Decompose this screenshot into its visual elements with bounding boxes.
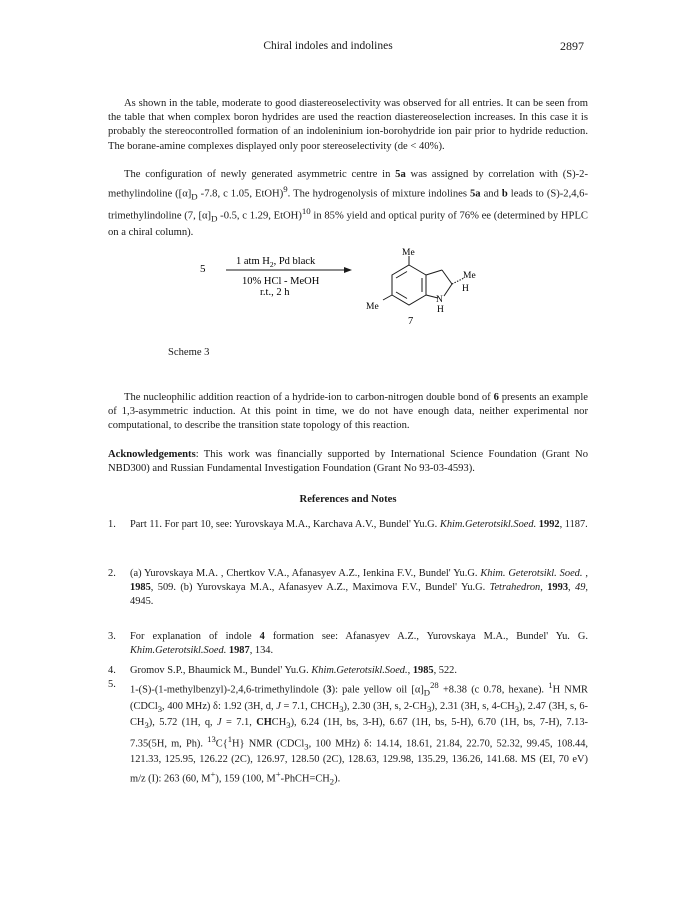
page-number: 2897	[560, 39, 584, 53]
scheme-caption: Scheme 3	[168, 347, 210, 358]
paragraph-configuration: The configuration of newly generated asymmetric centre in 5a was assigned by correlation with (S)-2-methylindoline ($[\alpha]_D$ -7.8, c 1.05, EtOH)$^9$. The hydrogenolysis of mixture indolines 5a and b leads to (S)-2,4,6-trimethylindoline (7, $[\alpha]_D$ -0.5, c 1.29, EtOH)$^{10}$ in 85% yield and optical purity of 76% ee (determined by HPLC on a chiral column).	[108, 169, 589, 238]
reference-item: 3. For explanation of indole 4 formation see: Afanasyev A.Z., Yurovskaya M.A., Bundel' Yu. G. Khim.Geterotsikl.Soed. 1987, 134.	[108, 631, 588, 656]
n-label: N	[436, 295, 443, 305]
reaction-arrow-head	[344, 267, 352, 273]
reagent-hcl-meoh: 10% HCl - MeOH	[242, 276, 320, 287]
paragraph-asymmetric-induction: The nucleophilic addition reaction of a hydride-ion to carbon-nitrogen double bond of 6 presents an example of 1,3-asymmetric induction. At this point in time, we do not have enough data, neither experimental nor computational, to describe the transition state topology of this reaction.	[108, 392, 589, 432]
reagent-h2-pd: 1 atm $H_2$, Pd black	[236, 256, 316, 269]
compound-7-label: 7	[408, 316, 414, 327]
reference-item: 5. 1-(S)-(1-methylbenzyl)-2,4,6-trimethylindole (3): pale yellow oil $[\alpha]_D^{28} +8.38$ (c 0.78, hexane). $^1$H NMR (CDCl$_3$, 400 MHz) δ: 1.92 (3H, d, J = 7.1, $CHCH_3$), 2.30 (3H, s, $2-CH_3$), 2.31 (3H, s, $4-CH_3$), 2.47 (3H, s, $6-CH_3$), 5.72 (1H, q, J = 7.1, $CHCH_3$), 6.24 (1H, bs, 3-H), 6.67 (1H, bs, 5-H), 6.70 (1H, bs, 7-H), 7.13-7.35(5H, m, Ph). $^{13}$C{$^1$H} NMR (CDCl$_3$, 100 MHz) δ: 14.14, 18.61, 21.84, 22.70, 52.32, 99.45, 108.44, 121.33, 125.95, 126.22 (2C), 126.97, 128.50 (2C), 128.63, 129.98, 135.29, 136.26, 141.68. MS (EI, 70 eV) m/z (I): 263 (60, M+), 159 (100, $M^+-PhCH=CH_2$).	[108, 679, 589, 787]
reference-item: 4. Gromov S.P., Bhaumick M., Bundel' Yu.G. Khim.Geterotsikl.Soed., 1985, 522.	[108, 665, 457, 676]
acknowledgements: Acknowledgements: This work was financially supported by International Science Foundation (Grant No NBD300) and Russian Fundamental Investigation Foundation (Grant No 93-03-4593).	[108, 449, 588, 475]
me-right-label: Me	[463, 271, 476, 281]
running-head: Chiral indoles and indolines	[263, 40, 393, 52]
acknowledgements-label: Acknowledgements	[108, 449, 196, 460]
h-right-label: H	[462, 284, 469, 294]
reactant-label: 5	[200, 263, 206, 275]
reference-item: 1. Part 11. For part 10, see: Yurovskaya M.A., Karchava A.V., Bundel' Yu.G. Khim.Geterotsikl.Soed. 1992, 1187.	[108, 519, 588, 530]
indoline-7-structure	[383, 256, 464, 305]
me-top-label: Me	[402, 248, 415, 258]
paragraph-diastereoselectivity: As shown in the table, moderate to good diastereoselectivity was observed for all entries. It can be seen from the table that when complex boron hydrides are used the reaction diastereoselection increases. In this case it is probably the stereocontrolled formation of an indoleninium ion-borohydride ion pair prior to hydride reduction. The borane-amine complexes displayed only poor stereoselectivity (de < 40%).	[108, 98, 588, 152]
references-heading: References and Notes	[299, 494, 397, 505]
me-left-label: Me	[366, 302, 379, 312]
reference-item: 2. (a) Yurovskaya M.A. , Chertkov V.A., Afanasyev A.Z., Ienkina F.V., Bundel' Yu.G. Khim. Geterotsikl. Soed. , 1985, 509. (b) Yurovskaya M.A., Afanasyev A.Z., Maximova F.V., Bundel' Yu.G. Tetrahedron, 1993, 49, 4945.	[108, 568, 588, 607]
reaction-conditions: r.t., 2 h	[260, 287, 290, 298]
nh-label: H	[437, 305, 444, 315]
